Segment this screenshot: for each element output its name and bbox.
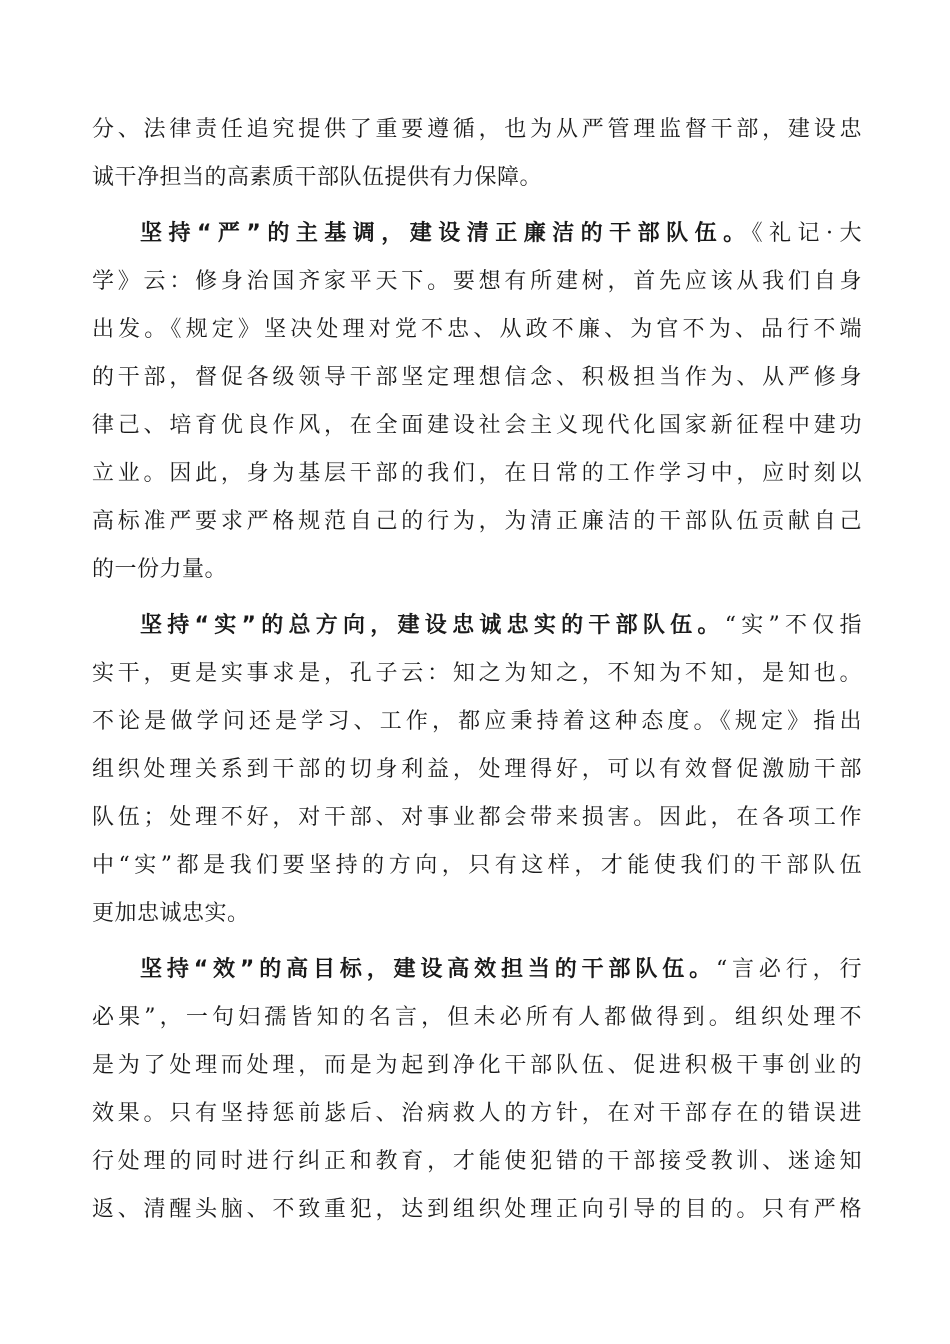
text-line: 诚干净担当的高素质干部队伍提供有力保障。: [92, 165, 543, 190]
text-line: 是为了处理而处理，而是为起到净化干部队伍、促进积极干事创业的: [92, 1053, 862, 1078]
text-line: 效果。只有坚持惩前毖后、治病救人的方针，在对干部存在的错误进: [92, 1101, 862, 1126]
text-line: 返、清醒头脑、不致重犯，达到组织处理正向引导的目的。只有严格: [92, 1197, 862, 1222]
text-line: 行处理的同时进行纠正和教育，才能使犯错的干部接受教训、迷途知: [92, 1149, 862, 1174]
text-line: 高标准严要求严格规范自己的行为，为清正廉洁的干部队伍贡献自己: [92, 509, 862, 534]
paragraph-heading: 坚持“实”的总方向，建设忠诚忠实的干部队伍。: [140, 613, 725, 638]
text-line: 更加忠诚忠实。: [92, 901, 250, 926]
paragraph-heading: 坚持“效”的高目标，建设高效担当的干部队伍。: [140, 957, 716, 982]
text-line: 的干部，督促各级领导干部坚定理想信念、积极担当作为、从严修身: [92, 365, 862, 390]
paragraph-first-line: [92, 602, 862, 650]
text-line: 出发。《规定》坚决处理对党不忠、从政不廉、为官不为、品行不端: [92, 317, 862, 342]
text-line: 队伍；处理不好，对干部、对事业都会带来损害。因此，在各项工作: [92, 805, 862, 830]
text-line: 组织处理关系到干部的切身利益，处理得好，可以有效督促激励干部: [92, 757, 862, 782]
text-line: 的一份力量。: [92, 557, 228, 582]
text-line: 律己、培育优良作风，在全面建设社会主义现代化国家新征程中建功: [92, 413, 862, 438]
text-line: 分、法律责任追究提供了重要遵循，也为从严管理监督干部，建设忠: [92, 117, 862, 142]
paragraph-text: 《礼记·大: [751, 221, 862, 246]
paragraph-first-line: [92, 210, 862, 258]
text-line: 立业。因此，身为基层干部的我们，在日常的工作学习中，应时刻以: [92, 461, 862, 486]
text-line: 必果”，一句妇孺皆知的名言，但未必所有人都做得到。组织处理不: [92, 1005, 862, 1030]
text-line: 中“实”都是我们要坚持的方向，只有这样，才能使我们的干部队伍: [92, 853, 862, 878]
text-line: 不论是做学问还是学习、工作，都应秉持着这种态度。《规定》指出: [92, 709, 862, 734]
text-line: 学》云：修身治国齐家平天下。要想有所建树，首先应该从我们自身: [92, 269, 862, 294]
paragraph-text: “实”不仅指: [724, 613, 862, 638]
paragraph-first-line: [92, 946, 862, 994]
paragraph-heading: 坚持“严”的主基调，建设清正廉洁的干部队伍。: [140, 221, 752, 246]
body-text: [92, 106, 862, 1234]
paragraph-text: “言必行，行: [715, 957, 863, 982]
text-line: 实干，更是实事求是，孔子云：知之为知之，不知为不知，是知也。: [92, 661, 862, 686]
